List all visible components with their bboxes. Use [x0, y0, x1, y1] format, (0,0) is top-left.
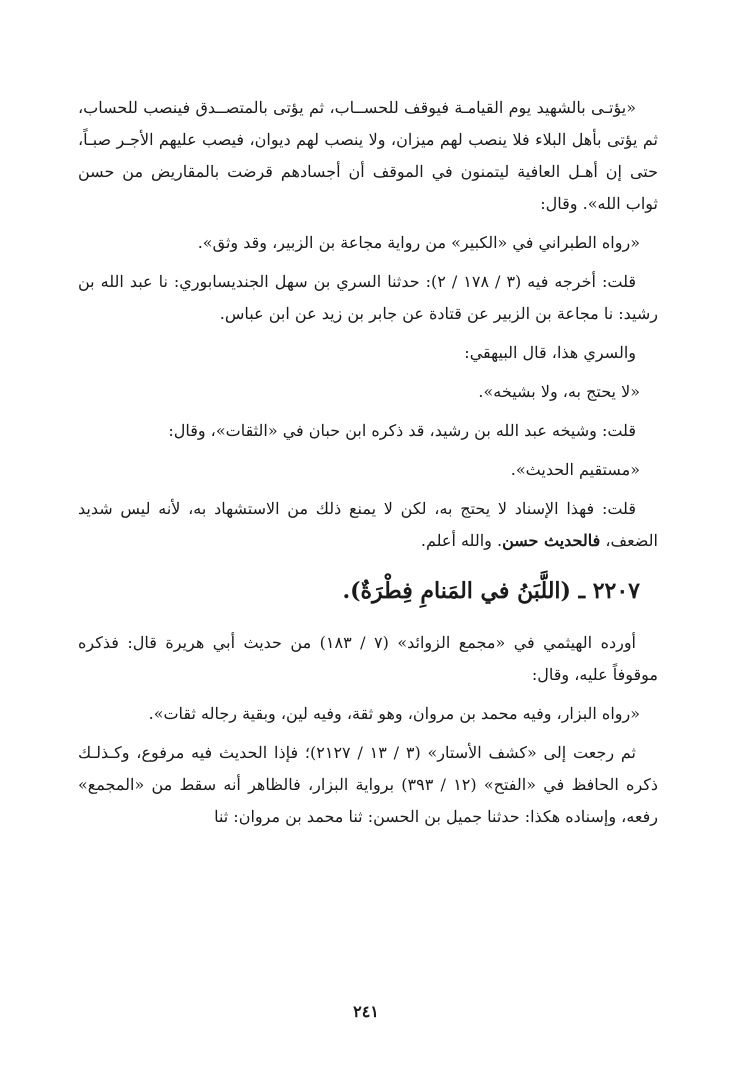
hadith-heading: ٢٢٠٧ ـ (اللَّبَنُ في المَنامِ فِطْرَةٌ). — [342, 578, 640, 604]
page-body — [78, 92, 658, 840]
paragraph-haythami: أورده الهيثمي في «مجمع الزوائد» (٧ / ١٨٣) من حديث أبي هريرة قال: فذكره موقوفاً عليه، وقال: — [78, 633, 658, 684]
paragraph-tabarani-quote: «رواه الطبراني في «الكبير» من رواية مجاعة بن الزبير، وقد وثق». — [197, 233, 640, 252]
page-number: ٢٤١ — [353, 1002, 379, 1021]
conclusion-verdict: فالحديث حسن — [502, 531, 601, 550]
paragraph-bayhaqi-quote: «لا يحتج به، ولا بشيخه». — [478, 382, 640, 401]
paragraph-bazzar-quote: «رواه البزار، وفيه محمد بن مروان، وهو ثقة، وفيه لين، وبقية رجاله ثقات». — [148, 704, 640, 723]
paragraph-ibn-hibban-quote: «مستقيم الحديث». — [510, 460, 640, 479]
paragraph-conclusion — [78, 493, 658, 557]
paragraph-kashf-al-astar: ثم رجعت إلى «كشف الأستار» (٣ / ١٣ / ٢١٢٧)؛ فإذا الحديث فيه مرفوع، وكـذلـك ذكره الحافظ في «الفتح» (١٢ / ٣٩٣) برواية البزار، فالظاهر أنه سقط من «المجمع» رفعه، وإسناده هكذا: حدثنا جميل بن الحسن: ثنا محمد بن مروان: ثنا — [78, 743, 658, 826]
paragraph-hadith-text: «يؤتـى بالشهيد يوم القيامـة فيوقف للحســاب، ثم يؤتى بالمتصــدق فينصب للحساب، ثم يؤتى بأهل البلاء فلا ينصب لهم ميزان، ولا ينصب لهم ديوان، فيصب عليهم الأجـر صبـاً، حتى إن أهـل العافية ليتمنون في الموقف أن أجسادهم قرضت بالمقاريض من حسن ثواب الله». وقال: — [78, 98, 658, 213]
conclusion-text-end: . والله أعلم. — [420, 531, 503, 550]
conclusion-text-start: قلت: فهذا الإسناد لا يحتج به، لكن لا يمنع ذلك من الاستشهاد به، لأنه ليس شديد الضعف، — [78, 499, 658, 550]
paragraph-sheikh-note: قلت: وشيخه عبد الله بن رشيد، قد ذكره ابن حبان في «الثقات»، وقال: — [168, 421, 636, 440]
paragraph-sari-note: والسري هذا، قال البيهقي: — [464, 343, 636, 362]
paragraph-takhrij: قلت: أخرجه فيه (٣ / ١٧٨ / ٢): حدثنا السري بن سهل الجنديسابوري: نا عبد الله بن رشيد: نا مجاعة بن الزبير عن قتادة عن جابر بن زيد عن ابن عباس. — [78, 272, 658, 323]
